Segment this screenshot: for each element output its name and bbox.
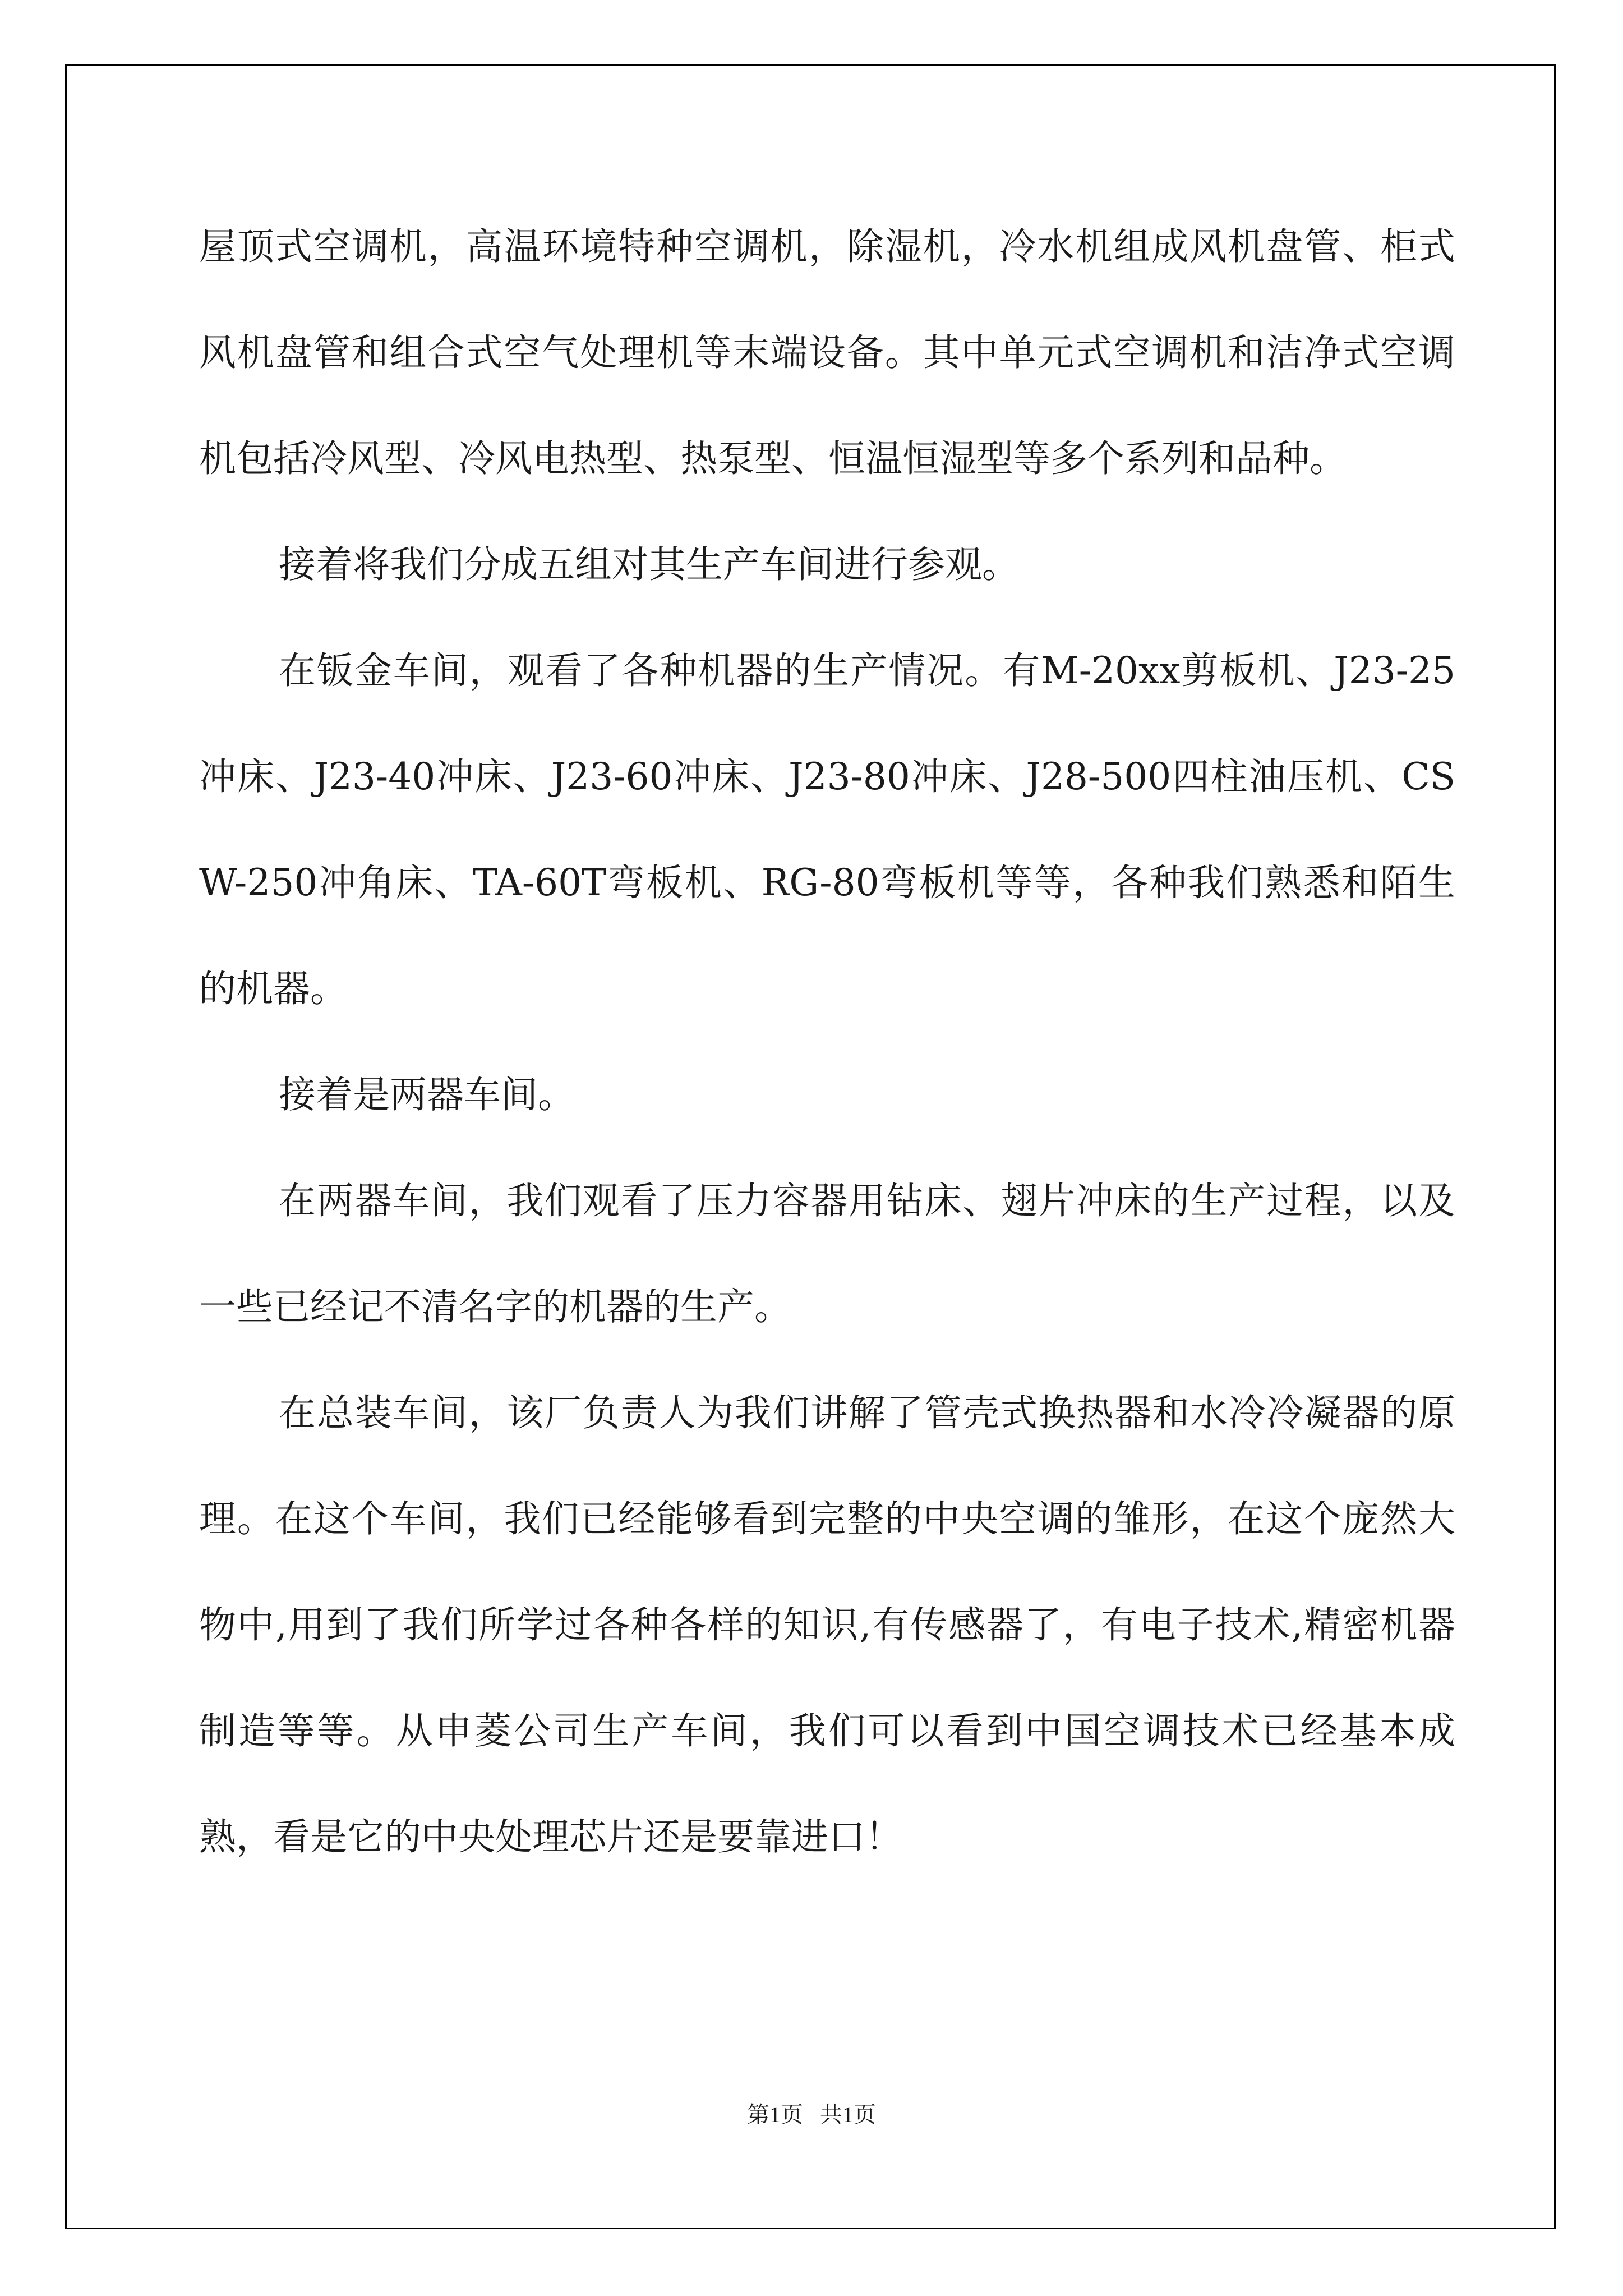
- paragraph-4: 接着是两器车间。: [279, 1073, 575, 1116]
- document-body: [199, 194, 1455, 1890]
- paragraph-6: 在总装车间，该厂负责人为我们讲解了管壳式换热器和水冷冷凝器的原理。在这个车间，我们已经能够看到完整的中央空调的雏形，在这个庞然大物中,用到了我们所学过各种各样的知识,有传感器了，有电子技术,精密机器制造等等。从申菱公司生产车间，我们可以看到中国空调技术已经基本成熟，看是它的中央处理芯片还是要靠进口！: [199, 1391, 1455, 1858]
- page-number-footer: 第1页 共1页: [747, 2102, 876, 2127]
- paragraph-5: 在两器车间，我们观看了压力容器用钻床、翅片冲床的生产过程，以及一些已经记不清名字的机器的生产。: [199, 1179, 1455, 1328]
- paragraph-1: 屋顶式空调机，高温环境特种空调机，除湿机，冷水机组成风机盘管、柜式风机盘管和组合式空气处理机等末端设备。其中单元式空调机和洁净式空调机包括冷风型、冷风电热型、热泵型、恒温恒湿型等多个系列和品种。: [199, 225, 1455, 480]
- paragraph-2: 接着将我们分成五组对其生产车间进行参观。: [279, 543, 1019, 586]
- paragraph-3: 在钣金车间，观看了各种机器的生产情况。有M-20xx剪板机、J23-25冲床、J23-40冲床、J23-60冲床、J23-80冲床、J28-500四柱油压机、CSW-250冲角床、TA-60T弯板机、RG-80弯板机等等，各种我们熟悉和陌生的机器。: [199, 649, 1455, 1010]
